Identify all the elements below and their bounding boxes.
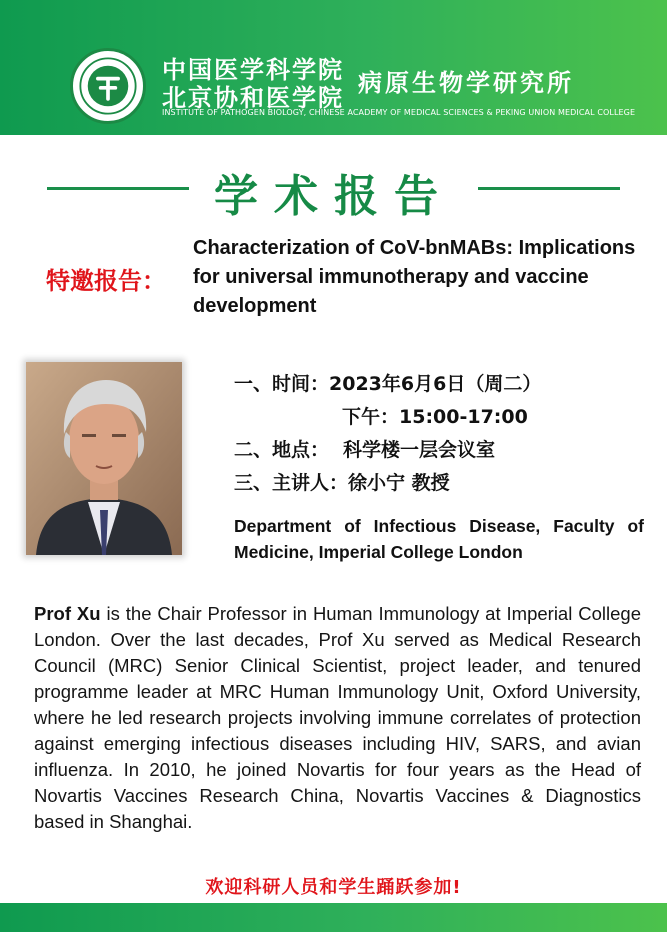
invited-report-label: 特邀报告： (46, 267, 166, 295)
speaker-row (234, 468, 450, 495)
speaker-value: 徐小宁 教授 (348, 472, 450, 494)
welcome-message: 欢迎科研人员和学生踊跃参加! (205, 877, 462, 898)
institution-name-line1: 中国医学科学院 (162, 56, 344, 84)
institute-name: 病原生物学研究所 (358, 69, 574, 97)
time-label: 一、时间： (234, 373, 330, 395)
bio-speaker-name: Prof Xu (34, 603, 101, 624)
speaker-label: 三、主讲人： (234, 472, 349, 494)
header-banner (0, 0, 667, 135)
talk-title: Characterization of CoV-bnMABs: Implications for universal immunotherapy and vaccine development (193, 237, 636, 317)
time-value-2: 下午：15:00-17:00 (342, 406, 528, 428)
institute-name-english: INSTITUTE OF PATHOGEN BIOLOGY, CHINESE ACADEMY OF MEDICAL SCIENCES & PEKING UNION MEDICAL COLLEGE (162, 108, 636, 117)
place-value: 科学楼一层会议室 (343, 439, 496, 461)
place-row (234, 435, 495, 462)
speaker-department: Department of Infectious Disease, Faculty of Medicine, Imperial College London (234, 516, 644, 562)
institution-name-line2: 北京协和医学院 (162, 84, 344, 112)
institute-seal-icon (70, 48, 146, 124)
time-value: 2023年6月6日（周二） (329, 373, 542, 395)
speaker-bio (34, 601, 641, 835)
title-divider-left (47, 187, 189, 190)
time-row (234, 369, 541, 396)
page-title: 学术报告 (214, 171, 454, 222)
bio-text: is the Chair Professor in Human Immunology at Imperial College London. Over the last decades, Prof Xu served as Medical Research Council (MRC) Senior Clinical Scientist, project leader, and tenured programme leader at MRC Human Immunology Unit, Oxford University, where he led research projects involving immune correlates of protection against emerging infectious diseases including HIV, SARS, and avian influenza. In 2010, he joined Novartis for four years as the Head of Novartis Vaccines Research China, Novartis Vaccines & Diagnostics based in Shanghai. (34, 603, 641, 832)
title-divider-right (478, 187, 620, 190)
place-label: 二、地点： (234, 439, 330, 461)
footer-banner (0, 903, 667, 932)
time-row-2 (342, 402, 528, 429)
speaker-photo (26, 362, 182, 555)
